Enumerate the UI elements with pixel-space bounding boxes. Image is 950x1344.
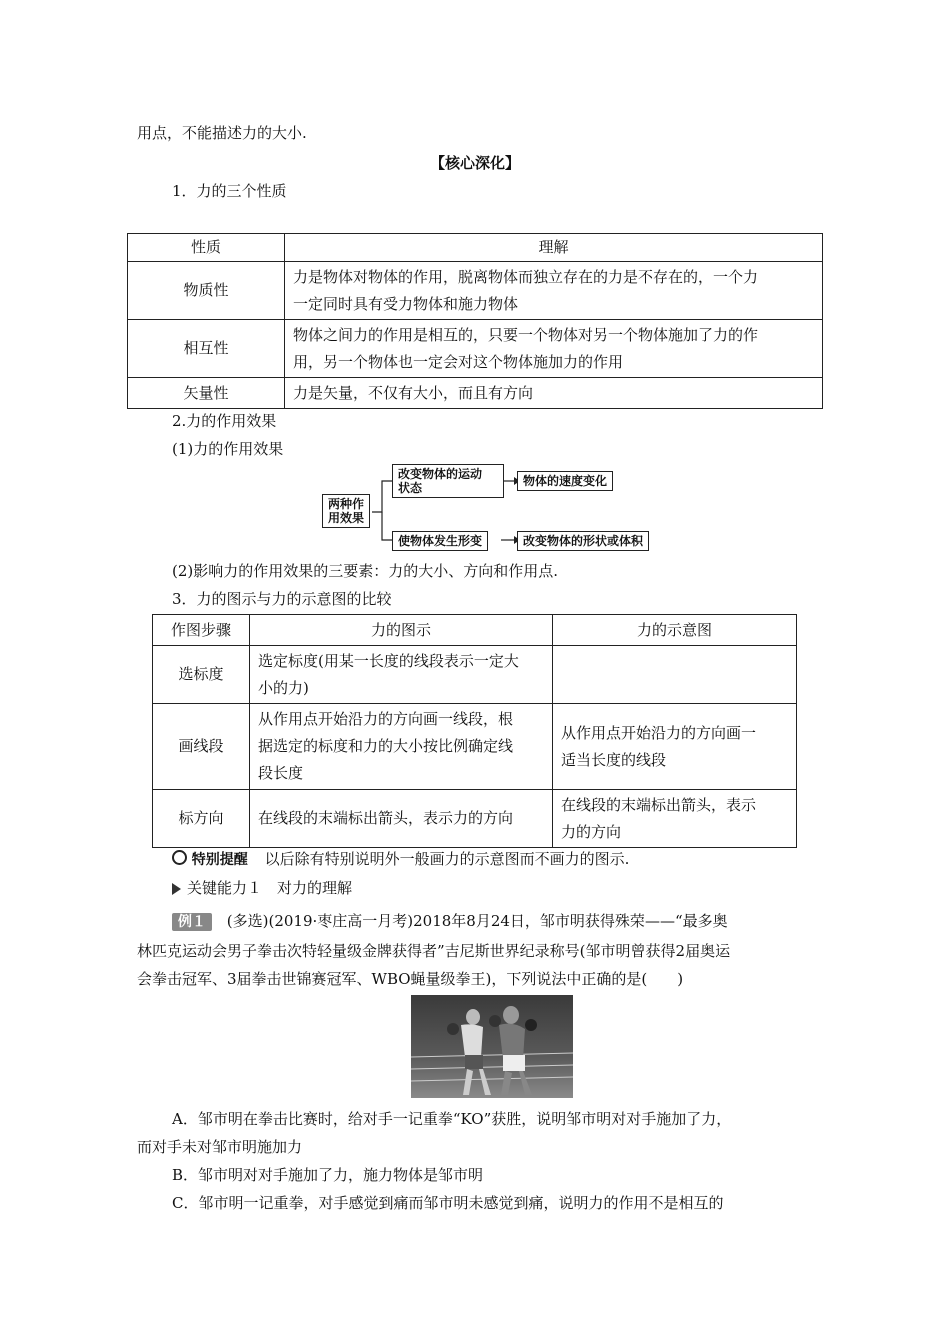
table1-cell-name: 相互性 (128, 320, 285, 378)
table1-cell-line: 力是矢量，不仅有大小，而且有方向 (285, 378, 823, 409)
option-a-2: 而对手未对邹市明施加力 (137, 1138, 303, 1156)
diagram-top: 改变物体的运动 状态 (392, 464, 504, 498)
table1-cell-line: 一定同时具有受力物体和施力物体 (293, 294, 519, 313)
table2-header-sketch: 力的示意图 (553, 615, 797, 646)
table1-cell-name: 物质性 (128, 262, 285, 320)
table2-cell-line: 据选定的标度和力的大小按比例确定线 (258, 737, 514, 755)
option-a-1: A．邹市明在拳击比赛时，给对手一记重拳“KO”获胜，说明邹市明对对手施加了力， (172, 1110, 732, 1128)
ability-text: 关键能力１ 对力的理解 (187, 879, 353, 897)
example-text: (多选)(2019·枣庄高一月考)2018年8月24日，邹市明获得殊荣——“最多奥 (226, 912, 728, 930)
heading-2-1: (1)力的作用效果 (172, 440, 284, 458)
table-row (153, 790, 797, 848)
option-b: B．邹市明对对手施加了力，施力物体是邹市明 (172, 1166, 484, 1184)
heading-2: 2.力的作用效果 (172, 412, 277, 430)
table2-cell-empty (553, 646, 797, 704)
reminder-label: 特别提醒 (191, 852, 248, 868)
top-line: 用点，不能描述力的大小. (137, 124, 307, 142)
table1-header-property: 性质 (128, 234, 285, 262)
properties-table (127, 233, 823, 409)
example-line-1 (172, 910, 728, 931)
table2-cell-line: 适当长度的线段 (561, 750, 667, 769)
heading-1: 1．力的三个性质 (172, 182, 287, 200)
table2-cell-line: 小的力) (258, 678, 309, 697)
table-row (128, 262, 823, 320)
table2-cell-step: 标方向 (153, 790, 250, 848)
boxing-photo (411, 995, 573, 1098)
table2-header-graphic: 力的图示 (250, 615, 553, 646)
example-line-3: 会拳击冠军、3届拳击世锦赛冠军、WBO蝇量级拳王)，下列说法中正确的是( ) (137, 970, 684, 988)
play-icon (172, 883, 181, 895)
example-line-2: 林匹克运动会男子拳击次特轻量级金牌获得者”吉尼斯世界纪录称号(邹市明曾获得2届奥运 (137, 942, 731, 960)
table2-cell-line: 选定标度(用某一长度的线段表示一定大 (258, 651, 519, 670)
table2-cell-step: 画线段 (153, 704, 250, 790)
table1-header-meaning: 理解 (285, 234, 823, 262)
table2-header-step: 作图步骤 (153, 615, 250, 646)
table1-cell-line: 物体之间力的作用是相互的，只要一个物体对另一个物体施加了力的作 (293, 325, 759, 344)
reminder-icon (172, 850, 187, 865)
table2-cell-line: 力的方向 (561, 822, 622, 841)
table2-cell-line: 从作用点开始沿力的方向画一线段，根 (258, 710, 514, 728)
table2-cell-line: 在线段的末端标出箭头，表示力的方向 (250, 790, 553, 848)
table2-cell-line: 段长度 (258, 764, 304, 782)
comparison-table (152, 614, 797, 848)
heading-3: 3．力的图示与力的示意图的比较 (172, 590, 392, 608)
table2-cell-step: 选标度 (153, 646, 250, 704)
reminder-text: 以后除有特别说明外一般画力的示意图而不画力的图示. (264, 850, 630, 868)
section-title: 【核心深化】 (429, 154, 520, 172)
table-row (153, 646, 797, 704)
table-row (128, 320, 823, 378)
diagram-bottom: 使物体发生形变 (392, 531, 488, 551)
table1-cell-line: 用，另一个物体也一定会对这个物体施加力的作用 (293, 352, 624, 371)
heading-2-2: (2)影响力的作用效果的三要素：力的大小、方向和作用点. (172, 562, 559, 580)
diagram-top-result: 物体的速度变化 (517, 471, 613, 491)
table1-cell-name: 矢量性 (128, 378, 285, 409)
diagram-bottom-result: 改变物体的形状或体积 (517, 531, 649, 551)
reminder (172, 848, 629, 869)
ability-heading (172, 877, 352, 898)
table2-cell-line: 在线段的末端标出箭头，表示 (561, 795, 757, 814)
table1-cell-line: 力是物体对物体的作用，脱离物体而独立存在的力是不存在的，一个力 (293, 267, 759, 286)
option-c: C．邹市明一记重拳，对手感觉到痛而邹市明未感觉到痛，说明力的作用不是相互的 (172, 1194, 724, 1212)
diagram-root: 两种作 用效果 (322, 494, 370, 528)
table-row (128, 378, 823, 409)
table2-cell-line: 从作用点开始沿力的方向画一 (561, 723, 757, 742)
table-row (153, 704, 797, 790)
example-tag: 例１ (172, 913, 212, 931)
